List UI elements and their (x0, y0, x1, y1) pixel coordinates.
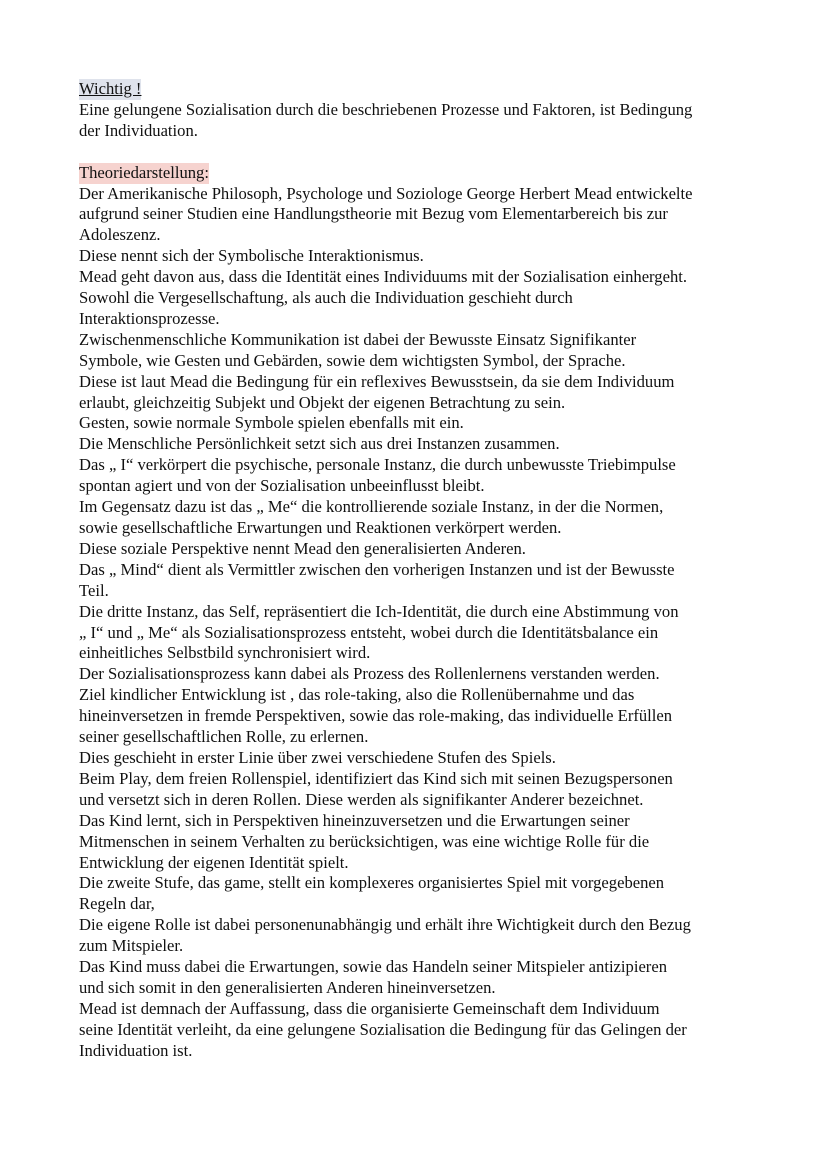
text-line: Adoleszenz. (79, 225, 161, 245)
text-line: Diese soziale Perspektive nennt Mead den generalisierten Anderen. (79, 538, 526, 558)
text-line: Das „ Mind“ dient als Vermittler zwischen den vorherigen Instanzen und ist der Bewusste (79, 559, 675, 579)
theory-body (79, 184, 769, 1062)
text-line: seine Identität verleiht, da eine gelungene Sozialisation die Bedingung für das Gelingen der (79, 1019, 687, 1039)
text-line: „ I“ und „ Me“ als Sozialisationsprozess entsteht, wobei durch die Identitätsbalance ein (79, 622, 659, 642)
text-line: aufgrund seiner Studien eine Handlungstheorie mit Bezug vom Elementarbereich bis zur (79, 204, 668, 224)
text-line: Mead ist demnach der Auffassung, dass die organisierte Gemeinschaft dem Individuum (79, 998, 660, 1018)
text-line: sowie gesellschaftliche Erwartungen und Reaktionen verkörpert werden. (79, 518, 562, 538)
text-line: Ziel kindlicher Entwicklung ist , das role-taking, also die Rollenübernahme und das (79, 685, 635, 705)
text-line: einheitliches Selbstbild synchronisiert wird. (79, 643, 371, 663)
intro-paragraph (79, 100, 769, 142)
text-line: Das Kind lernt, sich in Perspektiven hineinzuversetzen und die Erwartungen seiner (79, 810, 630, 830)
text-line: der Individuation. (79, 120, 198, 140)
text-line: Das „ I“ verkörpert die psychische, personale Instanz, die durch unbewusste Triebimpulse (79, 455, 676, 475)
text-line: spontan agiert und von der Sozialisation unbeeinflusst bleibt. (79, 476, 485, 496)
text-line: Die zweite Stufe, das game, stellt ein komplexeres organisiertes Spiel mit vorgegebenen (79, 873, 665, 893)
text-line: zum Mitspieler. (79, 936, 184, 956)
text-line: erlaubt, gleichzeitig Subjekt und Objekt der eigenen Betrachtung zu sein. (79, 392, 566, 412)
text-line: Die eigene Rolle ist dabei personenunabhängig und erhält ihre Wichtigkeit durch den Bezug (79, 915, 691, 935)
heading-important: Wichtig ! (79, 79, 142, 98)
text-line: Zwischenmenschliche Kommunikation ist dabei der Bewusste Einsatz Signifikanter (79, 329, 637, 349)
text-line: Interaktionsprozesse. (79, 308, 220, 328)
text-line: Eine gelungene Sozialisation durch die beschriebenen Prozesse und Faktoren, ist Bedingung (79, 99, 693, 119)
heading-theory: Theoriedarstellung: (79, 162, 209, 182)
text-line: Diese nennt sich der Symbolische Interaktionismus. (79, 246, 424, 266)
text-line: Das Kind muss dabei die Erwartungen, sowie das Handeln seiner Mitspieler antizipieren (79, 957, 667, 977)
document-page (79, 79, 769, 1062)
text-line: seiner gesellschaftlichen Rolle, zu erlernen. (79, 727, 369, 747)
text-line: Mitmenschen in seinem Verhalten zu berücksichtigen, was eine wichtige Rolle für die (79, 831, 650, 851)
text-line: Der Amerikanische Philosoph, Psychologe und Soziologe George Herbert Mead entwickelte (79, 183, 693, 203)
text-line: hineinversetzen in fremde Perspektiven, sowie das role-making, das individuelle Erfüllen (79, 706, 673, 726)
text-line: Symbole, wie Gesten und Gebärden, sowie dem wichtigsten Symbol, der Sprache. (79, 350, 626, 370)
text-line: Diese ist laut Mead die Bedingung für ein reflexives Bewusstsein, da sie dem Individuum (79, 371, 675, 391)
text-line: Individuation ist. (79, 1040, 193, 1060)
text-line: Regeln dar, (79, 894, 155, 914)
text-line: Gesten, sowie normale Symbole spielen ebenfalls mit ein. (79, 413, 464, 433)
text-line: Beim Play, dem freien Rollenspiel, identifiziert das Kind sich mit seinen Bezugspersonen (79, 768, 673, 788)
text-line: Entwicklung der eigenen Identität spielt. (79, 852, 349, 872)
text-line: Der Sozialisationsprozess kann dabei als Prozess des Rollenlernens verstanden werden. (79, 664, 660, 684)
text-line: Im Gegensatz dazu ist das „ Me“ die kontrollierende soziale Instanz, in der die Normen, (79, 497, 664, 517)
text-line: und versetzt sich in deren Rollen. Diese werden als signifikanter Anderer bezeichnet. (79, 789, 644, 809)
text-line: Dies geschieht in erster Linie über zwei verschiedene Stufen des Spiels. (79, 747, 556, 767)
text-line: Die dritte Instanz, das Self, repräsentiert die Ich-Identität, die durch eine Abstimmung von (79, 601, 679, 621)
text-line: und sich somit in den generalisierten Anderen hineinversetzen. (79, 977, 496, 997)
text-line: Mead geht davon aus, dass die Identität eines Individuums mit der Sozialisation einhergeht. (79, 267, 687, 287)
text-line: Die Menschliche Persönlichkeit setzt sich aus drei Instanzen zusammen. (79, 434, 560, 454)
text-line: Sowohl die Vergesellschaftung, als auch die Individuation geschieht durch (79, 288, 573, 308)
blank-line (79, 142, 769, 163)
text-line: Teil. (79, 580, 109, 600)
